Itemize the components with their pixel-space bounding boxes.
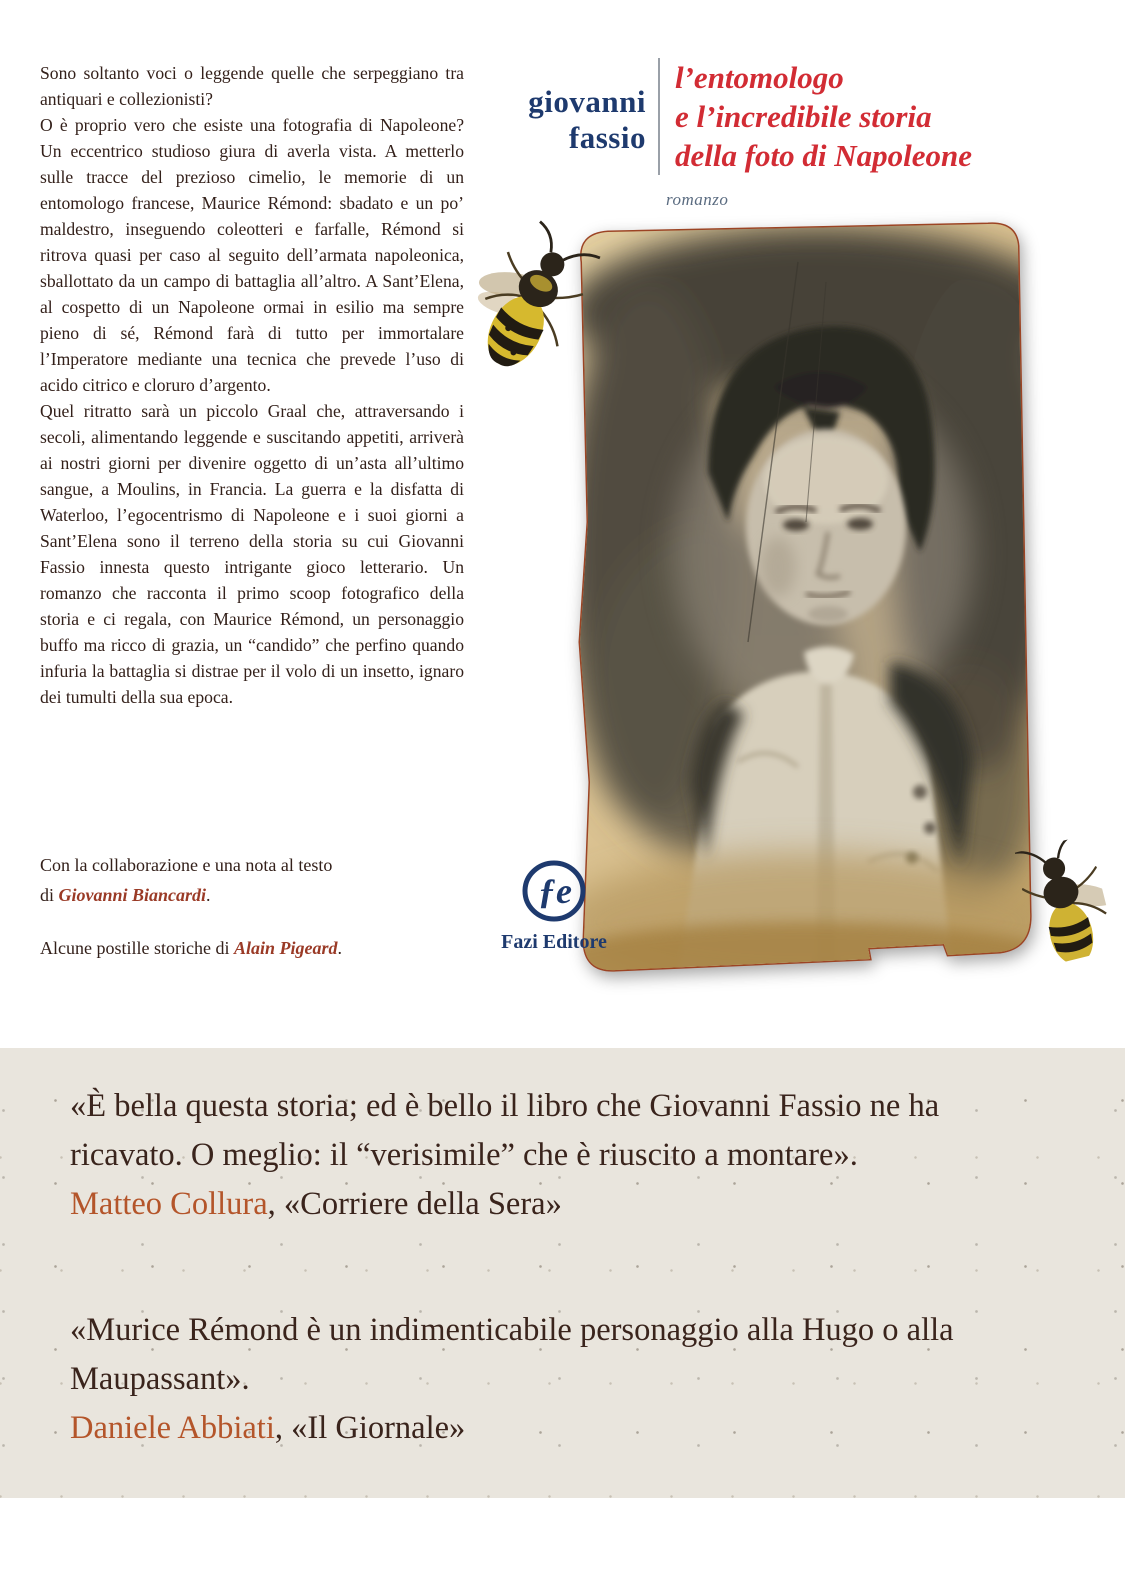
press-quotes-section [0,1048,1125,1498]
collaboration-prefix: di [40,885,59,905]
cover-book-title [660,58,972,175]
press-quote [70,1082,1035,1229]
book-description [40,60,464,710]
postille-author-name: Alain Pigeard [233,938,338,958]
fazi-editore-logo-icon [519,860,589,924]
description-paragraph: O è proprio vero che esiste una fotografia di Napoleone? Un eccentrico studioso giura di averla vista. A metterlo sulle tracce del prezioso cimelio, le memorie di un entomologo francese, Maurice Rémond: sbadato e un po’ maldestro, inseguendo coleotteri e farfalle, Rémond si ritrova quasi per caso al seguito dell’armata napoleonica, sballottato da un campo di battaglia all’altro. A Sant’Elena, al cospetto di un Napoleone ormai in esilio ma sempre pieno di sé, Rémond farà di tutto per immortalare l’Imperatore mediante una tecnica che prevede l’uso di acido citrico e cloruro d’argento. [40,115,464,395]
cover-author-name [498,58,660,175]
description-paragraph: Sono soltanto voci o leggende quelle che serpeggiano tra antiquari e collezionisti? [40,63,464,109]
book-cover-header [498,58,1058,175]
title-line: l’entomologo [675,60,844,95]
genre-label: romanzo [666,190,729,209]
collaboration-suffix: . [206,885,211,905]
press-quote [70,1306,1035,1453]
title-line: e l’incredibile storia [675,99,932,134]
description-paragraph: Quel ritratto sarà un piccolo Graal che, attraversando i secoli, alimentando leggende e suscitando appetiti, arriverà ai nostri giorni per divenire oggetto di un’asta all’ultimo sangue, a Moulins, in Francia. La guerra e la disfatta di Waterloo, l’egocentrismo di Napoleone e i suoi giorni a Sant’Elena sono il terreno della storia su cui Giovanni Fassio innesta questo intrigante gioco letterario. Un romanzo che racconta il primo scoop fotografico della storia e ci regala, con Maurice Rémond, un personaggio buffo ma ricco di grazia, un “candido” che perfino quando infuria la battaglia si distrae per il volo di un insetto, ignaro dei tumulti della sua epoca. [40,401,464,707]
quote-author: Daniele Abbiati [70,1410,275,1446]
svg-text:ƒe: ƒe [538,871,572,911]
collaboration-note [40,850,470,910]
napoleon-aged-photo [568,222,1043,974]
historical-notes [40,938,500,959]
quote-text: «È bella questa storia; ed è bello il libro che Giovanni Fassio ne ha ricavato. O meglio: il “verisimile” che è riuscito a montare». [70,1088,940,1173]
author-last-name: fassio [568,120,646,155]
collaboration-line1: Con la collaborazione e una nota al testo [40,855,333,875]
postille-suffix: . [337,938,342,958]
publisher-name: Fazi Editore [501,931,607,953]
collaborator-name: Giovanni Biancardi [58,885,207,905]
quote-source: , «Il Giornale» [274,1410,466,1446]
postille-prefix: Alcune postille storiche di [40,938,234,958]
quote-author: Matteo Collura [70,1186,268,1222]
publisher-block [486,860,622,954]
quote-source: , «Corriere della Sera» [267,1186,562,1222]
quote-text: «Murice Rémond è un indimenticabile personaggio alla Hugo o alla Maupassant». [70,1312,954,1397]
napoleon-portrait-illustration [568,222,1043,974]
title-line: della foto di Napoleone [675,138,973,173]
author-first-name: giovanni [528,84,646,119]
